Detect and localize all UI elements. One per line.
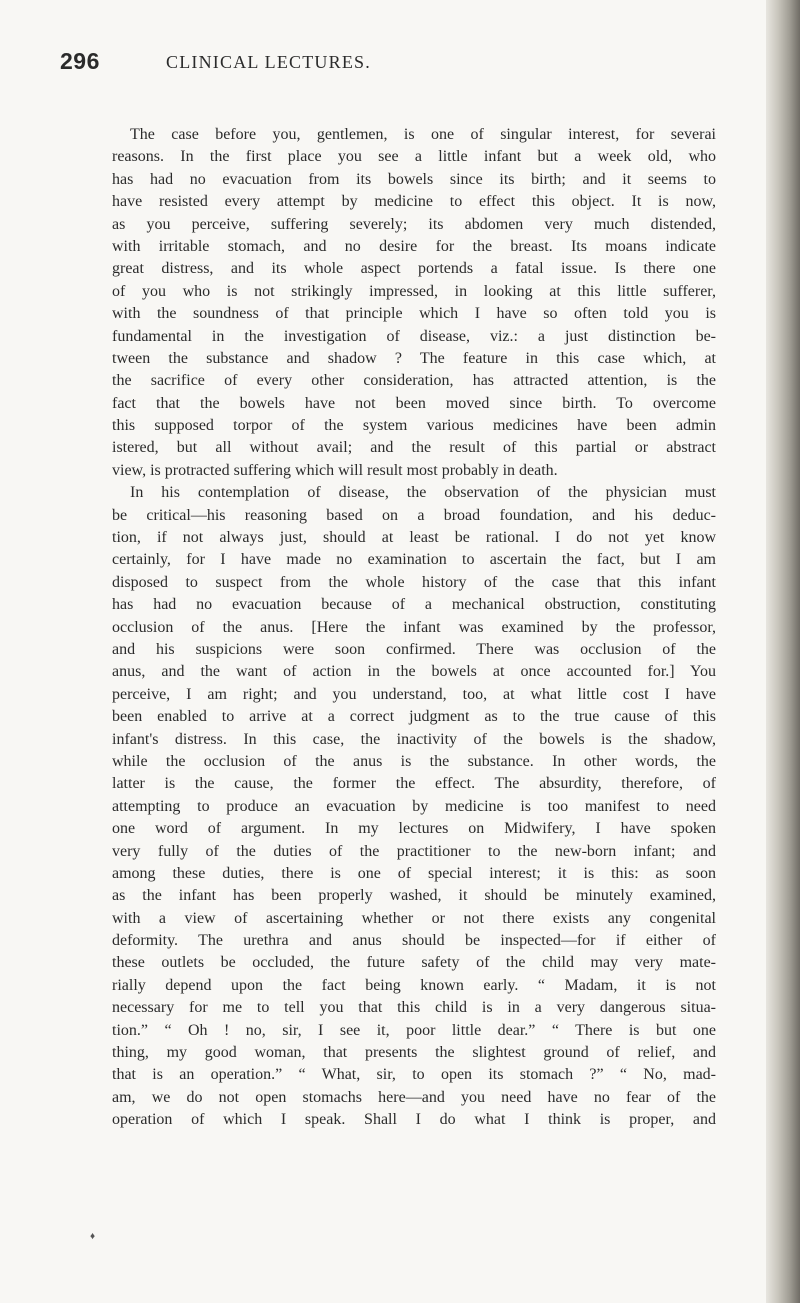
text-line: fundamental in the investigation of disease, viz.: a just distinction be- xyxy=(112,327,716,345)
text-line: am, we do not open stomachs here—and you need have no fear of the xyxy=(112,1088,716,1106)
text-line: one word of argument. In my lectures on Midwifery, I have spoken xyxy=(112,820,716,838)
running-head: CLINICAL LECTURES. xyxy=(166,52,371,72)
text-line: has had no evacuation from its bowels since its birth; and it seems to xyxy=(112,170,716,188)
text-line: attempting to produce an evacuation by medicine is too manifest to need xyxy=(112,797,716,815)
body-text xyxy=(112,124,716,1132)
text-line: with irritable stomach, and no desire for the breast. Its moans indicate xyxy=(112,237,716,255)
text-line: view, is protracted suffering which will result most probably in death. xyxy=(112,461,558,479)
text-line: necessary for me to tell you that this child is in a very dangerous situa- xyxy=(112,999,716,1017)
text-line: reasons. In the first place you see a little infant but a week old, who xyxy=(112,148,716,166)
text-line: istered, but all without avail; and the result of this partial or abstract xyxy=(112,439,716,457)
page-number: 296 xyxy=(60,48,100,74)
text-line: operation of which I speak. Shall I do what I think is proper, and xyxy=(112,1111,716,1129)
text-line: tween the substance and shadow ? The feature in this case which, at xyxy=(112,349,716,367)
text-line: In his contemplation of disease, the observation of the physician must xyxy=(130,484,716,502)
ink-speck: ♦ xyxy=(90,1231,96,1242)
text-line: thing, my good woman, that presents the slightest ground of relief, and xyxy=(112,1044,716,1062)
text-line: with the soundness of that principle which I have so often told you is xyxy=(112,305,716,323)
text-line: very fully of the duties of the practitioner to the new-born infant; and xyxy=(112,842,716,860)
text-line: as the infant has been properly washed, it should be minutely examined, xyxy=(112,887,716,905)
text-line: perceive, I am right; and you understand, too, at what little cost I have xyxy=(112,685,716,703)
text-line: among these duties, there is one of special interest; it is this: as soon xyxy=(112,864,716,882)
text-line: this supposed torpor of the system various medicines have been admin xyxy=(112,417,716,435)
text-line: has had no evacuation because of a mechanical obstruction, constituting xyxy=(112,596,716,614)
text-line: with a view of ascertaining whether or not there exists any congenital xyxy=(112,909,716,927)
text-line: as you perceive, suffering severely; its abdomen very much distended, xyxy=(112,215,716,233)
text-line: tion, if not always just, should at least be rational. I do not yet know xyxy=(112,529,716,547)
text-line: and his suspicions were soon confirmed. There was occlusion of the xyxy=(112,640,716,658)
text-line: deformity. The urethra and anus should be inspected—for if either of xyxy=(112,932,716,950)
text-line: be critical—his reasoning based on a broad foundation, and his deduc- xyxy=(112,506,716,524)
text-line: certainly, for I have made no examination to ascertain the fact, but I am xyxy=(112,551,716,569)
text-line: the sacrifice of every other consideration, has attracted attention, is the xyxy=(112,372,716,390)
text-line: great distress, and its whole aspect portends a fatal issue. Is there one xyxy=(112,260,716,278)
text-line: have resisted every attempt by medicine to effect this object. It is now, xyxy=(112,193,716,211)
page-header xyxy=(60,44,716,78)
text-line: while the occlusion of the anus is the substance. In other words, the xyxy=(112,752,716,770)
text-line: rially depend upon the fact being known early. “ Madam, it is not xyxy=(112,976,716,994)
text-line: fact that the bowels have not been moved since birth. To overcome xyxy=(112,394,716,412)
text-line: disposed to suspect from the whole history of the case that this infant xyxy=(112,573,716,591)
text-line: latter is the cause, the former the effect. The absurdity, therefore, of xyxy=(112,775,716,793)
text-line: tion.” “ Oh ! no, sir, I see it, poor little dear.” “ There is but one xyxy=(112,1021,716,1039)
text-line: occlusion of the anus. [Here the infant was examined by the professor, xyxy=(112,618,716,636)
text-line: anus, and the want of action in the bowels at once accounted for.] You xyxy=(112,663,716,681)
text-line: of you who is not strikingly impressed, in looking at this little sufferer, xyxy=(112,282,716,300)
text-line: infant's distress. In this case, the inactivity of the bowels is the shadow, xyxy=(112,730,716,748)
text-line: been enabled to arrive at a correct judgment as to the true cause of this xyxy=(112,708,716,726)
page-edge-shadow xyxy=(766,0,800,1303)
text-line: that is an operation.” “ What, sir, to open its stomach ?” “ No, mad- xyxy=(112,1066,716,1084)
text-line: these outlets be occluded, the future safety of the child may very mate- xyxy=(112,954,716,972)
text-line: The case before you, gentlemen, is one of singular interest, for severai xyxy=(130,126,716,143)
